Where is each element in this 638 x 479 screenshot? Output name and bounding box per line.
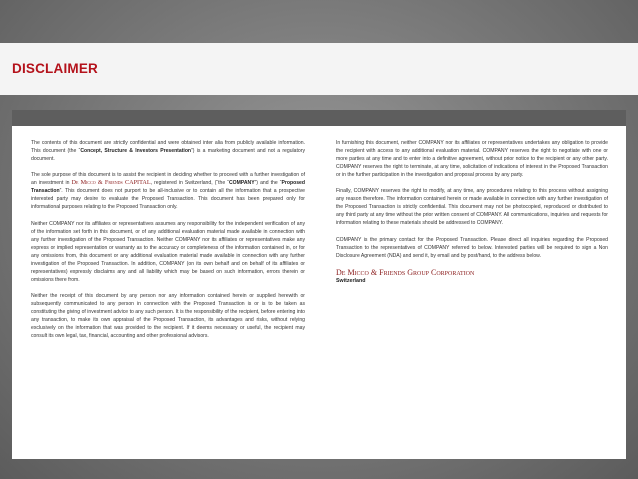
firm-country: Switzerland xyxy=(336,278,366,285)
company-term: COMPANY xyxy=(228,180,255,187)
document-name: Concept, Structure & Investors Presentation xyxy=(80,148,192,154)
firm-suffix: CAPITAL xyxy=(122,179,151,187)
right-paragraph-1: In furnishing this document, neither COMPANY nor its affiliates or representatives undertakes any obligation to provide the recipient with access to any additional evaluation material. COMPANY reserves the right to negotiate with one or more parties at any time and to enter into a definitive agreement, without prior notice to the recipient or any other party. COMPANY reserves the right to terminate, at any time, solicitation of indications of interest in the Proposed Transaction or in the further participation in the investigation and proposal process by any party. xyxy=(336,140,608,178)
left-paragraph-3: Neither COMPANY nor its affiliates or representatives assumes any responsibility for the independent verification of any of the information set forth in this document, or of any additional evaluation material made available in connection with any further investigation of the Proposed Transaction. Neither COMPANY nor its affiliates or representatives make any express or implied representation or warranty as to the accuracy or completeness of the information contained in, or for any omissions from, this document or any additional evaluation material made available in connection with any further investigation of the Proposed Transaction. In addition, COMPANY (on its own behalf and on behalf of its affiliates or representatives) expressly disclaims any and all liability which may be based on such information, errors therein or omissions there from. xyxy=(31,220,305,283)
firm-name: De Micco & Friends Group Corporation xyxy=(336,268,475,278)
right-paragraph-2: Finally, COMPANY reserves the right to modify, at any time, any procedures relating to this process without assigning any reason therefore. The information contained herein or made available in connection with any further investigation of the Proposed Transaction is strictly confidential. This document may not be photocopied, reproduced or distributed to any third party at any time without the prior written consent of COMPANY. All communications, inquiries and requests for information relating to these materials should be addressed to COMPANY. xyxy=(336,188,608,227)
transaction-term: Proposed Transaction xyxy=(31,180,305,195)
text-run: The contents of this document are strictly confidential and were obtained inter alia from publicly available information. This document (the “ xyxy=(31,140,305,154)
right-column xyxy=(336,139,608,285)
text-run: ”) and the “ xyxy=(254,180,282,187)
title-bar xyxy=(0,43,638,95)
text-run: , registered in Switzerland, (“the “ xyxy=(150,180,229,187)
firm-name-inline: De Micco & Friends xyxy=(71,179,123,187)
left-paragraph-4: Neither the receipt of this document by any person nor any information contained herein or supplied herewith or subsequently communicated to any person in connection with the Proposed Transaction is or is to be taken as constituting the giving of investment advice to any such person. It is the responsibility of the recipient, before entering into any transaction, to make its own appraisal of the Proposed Transaction, its advantages and risks, without relying exclusively on the information that was provided to the recipient. If it deems necessary or useful, the recipient may consult its own legal, tax, financial, accounting and other professional advisors. xyxy=(31,293,305,340)
page-title: DISCLAIMER xyxy=(12,61,98,76)
text-run: ”) is a marketing document and not a regulatory document. xyxy=(31,148,305,162)
text-run: ”. This document does not purport to be all-inclusive or to contain all the information that a prospective interested party may desire to evaluate the Proposed Transaction. This document has been prepared only for informational purposes relating to the Proposed Transaction only. xyxy=(31,188,305,211)
text-run: The sole purpose of this document is to assist the recipient in deciding whether to proceed with a further investigation of an investment in xyxy=(31,172,305,187)
left-paragraph-2 xyxy=(31,171,305,211)
right-paragraph-3: COMPANY is the primary contact for the Proposed Transaction. Please direct all inquiries regarding the Proposed Transaction to the representatives of COMPANY referred to below. Interested parties will be required to sign a Non Disclosure Agreement (NDA) and send it, by email and by post/hand, to the address below. xyxy=(336,236,608,259)
section-banner xyxy=(12,110,626,126)
left-column xyxy=(31,139,305,349)
left-paragraph-1 xyxy=(31,139,305,163)
